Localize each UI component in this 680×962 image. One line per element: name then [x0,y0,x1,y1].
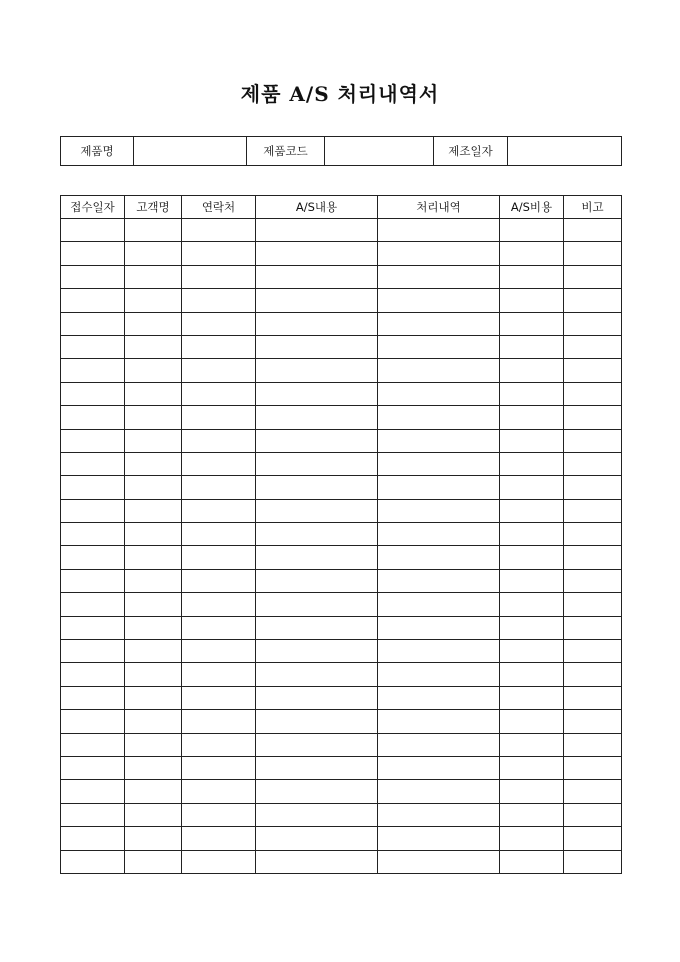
table-cell[interactable] [378,289,500,312]
table-cell[interactable] [378,452,500,475]
table-cell[interactable] [125,710,182,733]
table-cell[interactable] [61,335,125,358]
table-row [61,335,622,358]
table-cell[interactable] [125,476,182,499]
table-cell[interactable] [256,406,378,429]
table-cell[interactable] [182,733,256,756]
table-cell[interactable] [564,733,622,756]
table-row [61,523,622,546]
table-cell[interactable] [182,219,256,242]
table-cell[interactable] [182,593,256,616]
table-cell[interactable] [61,616,125,639]
table-cell[interactable] [256,219,378,242]
table-row [61,756,622,779]
table-cell[interactable] [61,733,125,756]
table-cell[interactable] [564,710,622,733]
table-cell[interactable] [564,640,622,663]
table-cell[interactable] [125,733,182,756]
product-code-field[interactable] [325,137,434,166]
table-cell[interactable] [125,593,182,616]
table-row [61,640,622,663]
table-cell[interactable] [61,312,125,335]
table-cell[interactable] [378,616,500,639]
table-cell[interactable] [500,616,564,639]
table-cell[interactable] [564,663,622,686]
table-cell[interactable] [378,663,500,686]
table-cell[interactable] [256,780,378,803]
table-row [61,686,622,709]
table-cell[interactable] [125,850,182,873]
table-cell[interactable] [378,335,500,358]
table-cell[interactable] [564,499,622,522]
header-as-content: A/S내용 [256,196,378,219]
header-as-cost: A/S비용 [500,196,564,219]
product-name-label: 제품명 [61,137,134,166]
table-cell[interactable] [182,850,256,873]
table-cell[interactable] [378,219,500,242]
table-cell[interactable] [256,429,378,452]
table-cell[interactable] [182,523,256,546]
header-processing-details: 처리내역 [378,196,500,219]
table-row [61,452,622,475]
table-row [61,242,622,265]
table-header-row [61,196,622,219]
table-cell[interactable] [378,499,500,522]
table-cell[interactable] [61,710,125,733]
table-cell[interactable] [564,756,622,779]
table-cell[interactable] [564,242,622,265]
table-cell[interactable] [256,756,378,779]
table-cell[interactable] [564,616,622,639]
table-row [61,593,622,616]
table-cell[interactable] [500,242,564,265]
table-cell[interactable] [378,359,500,382]
table-cell[interactable] [378,593,500,616]
table-row [61,803,622,826]
table-cell[interactable] [564,219,622,242]
table-row [61,569,622,592]
table-cell[interactable] [500,640,564,663]
table-cell[interactable] [61,850,125,873]
header-remarks: 비고 [564,196,622,219]
table-cell[interactable] [125,546,182,569]
table-cell[interactable] [378,733,500,756]
table-cell[interactable] [125,663,182,686]
table-cell[interactable] [500,733,564,756]
table-cell[interactable] [182,382,256,405]
table-row [61,312,622,335]
table-cell[interactable] [500,499,564,522]
table-cell[interactable] [378,780,500,803]
table-cell[interactable] [378,523,500,546]
table-cell[interactable] [182,359,256,382]
table-cell[interactable] [564,265,622,288]
table-cell[interactable] [500,686,564,709]
table-cell[interactable] [182,780,256,803]
table-cell[interactable] [61,499,125,522]
table-cell[interactable] [378,546,500,569]
table-cell[interactable] [125,569,182,592]
table-cell[interactable] [61,406,125,429]
table-row [61,382,622,405]
table-row [61,663,622,686]
table-cell[interactable] [564,406,622,429]
table-cell[interactable] [564,429,622,452]
table-cell[interactable] [500,593,564,616]
table-cell[interactable] [125,616,182,639]
table-cell[interactable] [500,335,564,358]
table-cell[interactable] [256,803,378,826]
table-cell[interactable] [125,382,182,405]
table-cell[interactable] [256,663,378,686]
table-cell[interactable] [378,850,500,873]
table-cell[interactable] [61,686,125,709]
table-cell[interactable] [378,406,500,429]
table-cell[interactable] [182,640,256,663]
product-name-field[interactable] [134,137,247,166]
table-cell[interactable] [182,827,256,850]
table-row [61,499,622,522]
table-cell[interactable] [182,686,256,709]
product-code-label: 제품코드 [247,137,325,166]
table-cell[interactable] [61,780,125,803]
table-cell[interactable] [500,756,564,779]
table-cell[interactable] [256,242,378,265]
table-cell[interactable] [500,850,564,873]
table-cell[interactable] [256,546,378,569]
table-cell[interactable] [500,382,564,405]
table-cell[interactable] [61,452,125,475]
as-record-table [60,195,622,874]
table-cell[interactable] [125,756,182,779]
table-cell[interactable] [564,827,622,850]
table-cell[interactable] [378,640,500,663]
table-row [61,546,622,569]
table-cell[interactable] [182,476,256,499]
table-cell[interactable] [125,452,182,475]
table-cell[interactable] [125,242,182,265]
table-cell[interactable] [500,780,564,803]
table-cell[interactable] [125,335,182,358]
document-title: 제품 A/S 처리내역서 [240,82,440,106]
table-cell[interactable] [256,452,378,475]
table-cell[interactable] [182,569,256,592]
table-cell[interactable] [125,219,182,242]
table-cell[interactable] [500,523,564,546]
table-cell[interactable] [61,640,125,663]
table-cell[interactable] [564,803,622,826]
table-cell[interactable] [125,803,182,826]
table-cell[interactable] [564,523,622,546]
manufacture-date-label: 제조일자 [434,137,508,166]
table-cell[interactable] [182,616,256,639]
table-cell[interactable] [125,359,182,382]
table-row [61,265,622,288]
table-cell[interactable] [500,359,564,382]
table-row [61,406,622,429]
table-cell[interactable] [182,289,256,312]
product-info-row [61,137,622,166]
header-receipt-date: 접수일자 [61,196,125,219]
table-body [61,219,622,874]
table-cell[interactable] [61,523,125,546]
table-cell[interactable] [182,335,256,358]
table-cell[interactable] [256,616,378,639]
table-cell[interactable] [378,476,500,499]
table-cell[interactable] [125,523,182,546]
table-cell[interactable] [500,710,564,733]
table-cell[interactable] [378,312,500,335]
table-cell[interactable] [378,382,500,405]
table-cell[interactable] [500,289,564,312]
table-cell[interactable] [125,827,182,850]
table-cell[interactable] [564,335,622,358]
table-cell[interactable] [182,406,256,429]
table-cell[interactable] [564,382,622,405]
table-cell[interactable] [378,429,500,452]
table-cell[interactable] [378,686,500,709]
table-cell[interactable] [256,499,378,522]
table-cell[interactable] [61,593,125,616]
table-cell[interactable] [125,686,182,709]
table-cell[interactable] [564,686,622,709]
table-cell[interactable] [256,359,378,382]
table-cell[interactable] [256,686,378,709]
table-cell[interactable] [500,546,564,569]
table-row [61,476,622,499]
table-cell[interactable] [182,546,256,569]
table-cell[interactable] [256,850,378,873]
table-row [61,850,622,873]
table-cell[interactable] [500,406,564,429]
table-cell[interactable] [564,593,622,616]
table-cell[interactable] [256,335,378,358]
table-cell[interactable] [500,663,564,686]
table-cell[interactable] [61,242,125,265]
table-cell[interactable] [256,476,378,499]
table-cell[interactable] [500,569,564,592]
table-cell[interactable] [256,569,378,592]
table-cell[interactable] [564,359,622,382]
table-cell[interactable] [564,312,622,335]
table-row [61,359,622,382]
table-cell[interactable] [61,476,125,499]
table-row [61,780,622,803]
table-cell[interactable] [564,476,622,499]
table-cell[interactable] [61,289,125,312]
table-row [61,616,622,639]
table-cell[interactable] [61,429,125,452]
table-cell[interactable] [125,265,182,288]
table-cell[interactable] [61,359,125,382]
table-cell[interactable] [500,312,564,335]
table-cell[interactable] [500,219,564,242]
table-cell[interactable] [564,289,622,312]
table-cell[interactable] [61,663,125,686]
table-row [61,710,622,733]
table-cell[interactable] [378,569,500,592]
table-cell[interactable] [61,803,125,826]
table-row [61,289,622,312]
table-cell[interactable] [61,265,125,288]
table-cell[interactable] [500,429,564,452]
table-cell[interactable] [182,499,256,522]
table-cell[interactable] [378,710,500,733]
product-info-table [60,136,622,166]
table-cell[interactable] [61,827,125,850]
table-cell[interactable] [378,756,500,779]
table-cell[interactable] [256,827,378,850]
table-cell[interactable] [182,265,256,288]
table-cell[interactable] [378,803,500,826]
table-cell[interactable] [500,476,564,499]
table-cell[interactable] [256,382,378,405]
table-cell[interactable] [182,803,256,826]
table-cell[interactable] [125,780,182,803]
table-cell[interactable] [500,265,564,288]
header-customer-name: 고객명 [125,196,182,219]
table-cell[interactable] [125,406,182,429]
table-cell[interactable] [378,827,500,850]
table-row [61,429,622,452]
table-cell[interactable] [378,265,500,288]
table-cell[interactable] [125,640,182,663]
table-cell[interactable] [61,219,125,242]
table-cell[interactable] [256,640,378,663]
table-cell[interactable] [61,382,125,405]
table-row [61,219,622,242]
table-cell[interactable] [182,663,256,686]
table-cell[interactable] [564,780,622,803]
table-cell[interactable] [182,710,256,733]
table-cell[interactable] [182,452,256,475]
table-cell[interactable] [500,452,564,475]
manufacture-date-field[interactable] [508,137,622,166]
table-cell[interactable] [564,546,622,569]
table-cell[interactable] [564,452,622,475]
table-cell[interactable] [125,312,182,335]
table-cell[interactable] [564,850,622,873]
table-cell[interactable] [256,523,378,546]
table-cell[interactable] [256,289,378,312]
table-cell[interactable] [500,803,564,826]
table-cell[interactable] [182,312,256,335]
table-cell[interactable] [61,569,125,592]
table-cell[interactable] [378,242,500,265]
table-cell[interactable] [125,289,182,312]
table-cell[interactable] [61,546,125,569]
table-cell[interactable] [182,242,256,265]
table-cell[interactable] [125,429,182,452]
table-row [61,733,622,756]
table-cell[interactable] [256,593,378,616]
table-cell[interactable] [500,827,564,850]
table-row [61,827,622,850]
header-contact: 연락처 [182,196,256,219]
table-cell[interactable] [182,429,256,452]
table-cell[interactable] [182,756,256,779]
table-cell[interactable] [256,312,378,335]
table-cell[interactable] [256,733,378,756]
table-cell[interactable] [61,756,125,779]
table-cell[interactable] [256,265,378,288]
table-cell[interactable] [564,569,622,592]
table-cell[interactable] [256,710,378,733]
table-cell[interactable] [125,499,182,522]
